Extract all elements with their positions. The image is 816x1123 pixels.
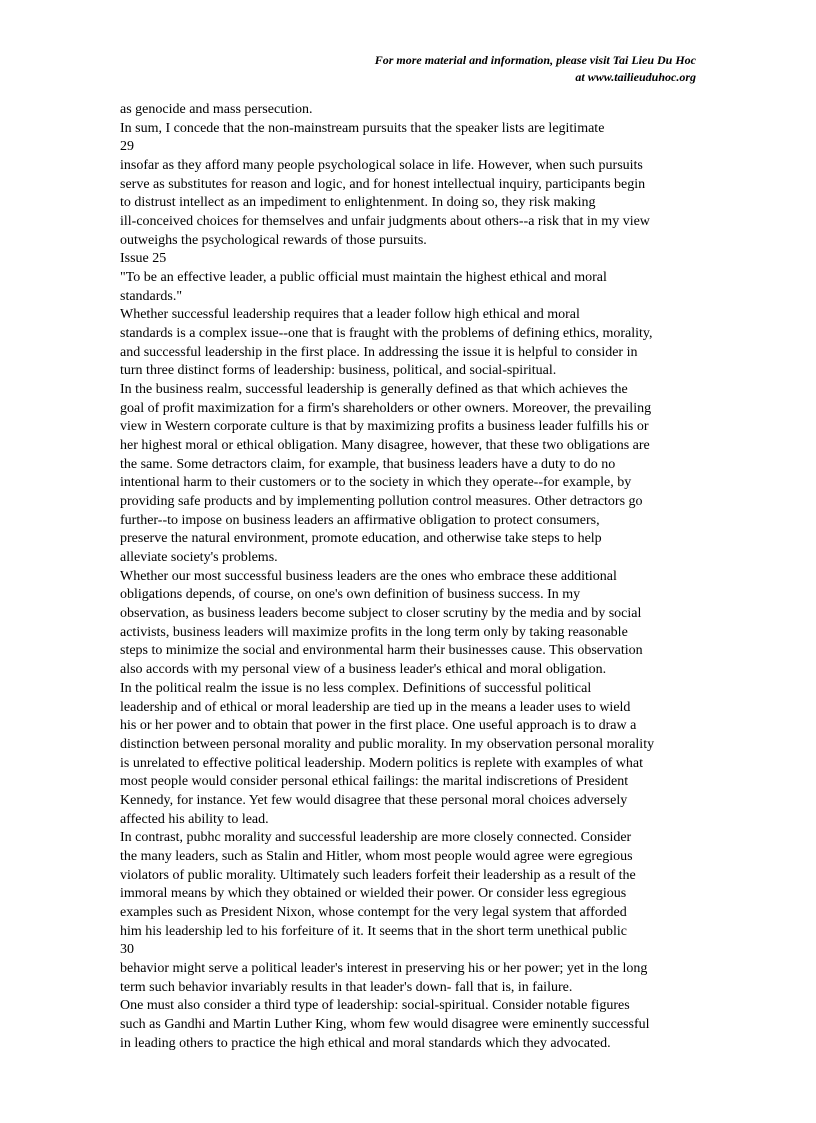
- text-line: turn three distinct forms of leadership: business, political, and social-spiritual.: [120, 363, 557, 379]
- text-line: affected his ability to lead.: [120, 811, 269, 827]
- text-line: ill-conceived choices for themselves and unfair judgments about others--a risk that in my view: [120, 214, 650, 230]
- text-line: to distrust intellect as an impediment to enlightenment. In doing so, they risk making: [120, 195, 596, 211]
- text-line: serve as substitutes for reason and logic, and for honest intellectual inquiry, participants begin: [120, 176, 646, 192]
- text-line: behavior might serve a political leader's interest in preserving his or her power; yet in the long: [120, 960, 648, 976]
- header-line-2: at www.tailieuduhoc.org: [575, 70, 696, 84]
- text-line: leadership and of ethical or moral leadership are tied up in the means a leader uses to wield: [120, 699, 631, 715]
- text-line: examples such as President Nixon, whose contempt for the very legal system that afforded: [120, 904, 627, 920]
- page-number-marker: 30: [120, 942, 134, 958]
- text-line: observation, as business leaders become subject to closer scrutiny by the media and by social: [120, 606, 642, 622]
- text-line: term such behavior invariably results in that leader's down- fall that is, in failure.: [120, 979, 573, 995]
- text-line: further--to impose on business leaders an affirmative obligation to protect consumers,: [120, 512, 600, 528]
- text-line: the same. Some detractors claim, for example, that business leaders have a duty to do no: [120, 456, 616, 472]
- text-line: him his leadership led to his forfeiture of it. It seems that in the short term unethical public: [120, 923, 627, 939]
- text-line: Whether successful leadership requires that a leader follow high ethical and moral: [120, 307, 580, 323]
- text-line: view in Western corporate culture is that by maximizing profits a business leader fulfills his or: [120, 419, 649, 435]
- page-number-marker: 29: [120, 139, 134, 155]
- text-line: outweighs the psychological rewards of those pursuits.: [120, 232, 427, 248]
- issue-heading: Issue 25: [120, 251, 167, 267]
- text-line: standards is a complex issue--one that is fraught with the problems of defining ethics, morality,: [120, 326, 653, 342]
- text-line: the many leaders, such as Stalin and Hitler, whom most people would agree were egregious: [120, 848, 633, 864]
- text-line: In contrast, pubhc morality and successful leadership are more closely connected. Consider: [120, 830, 632, 846]
- text-line: goal of profit maximization for a firm's shareholders or other owners. Moreover, the prevailing: [120, 400, 652, 416]
- text-line: One must also consider a third type of leadership: social-spiritual. Consider notable figures: [120, 998, 630, 1014]
- text-line: as genocide and mass persecution.: [120, 102, 313, 117]
- text-line: In the political realm the issue is no less complex. Definitions of successful political: [120, 680, 592, 696]
- text-line: alleviate society's problems.: [120, 550, 278, 566]
- issue-prompt: "To be an effective leader, a public official must maintain the highest ethical and moral: [120, 270, 607, 286]
- text-line: Whether our most successful business leaders are the ones who embrace these additional: [120, 568, 617, 584]
- text-line: violators of public morality. Ultimately such leaders forfeit their leadership as a result of the: [120, 867, 636, 883]
- text-line: his or her power and to obtain that power in the first place. One useful approach is to draw a: [120, 718, 637, 734]
- text-line: also accords with my personal view of a business leader's ethical and moral obligation.: [120, 662, 607, 678]
- text-line: obligations depends, of course, on one's own definition of business success. In my: [120, 587, 581, 603]
- text-line: In sum, I concede that the non-mainstream pursuits that the speaker lists are legitimate: [120, 120, 605, 136]
- text-line: In the business realm, successful leadership is generally defined as that which achieves the: [120, 382, 628, 398]
- text-line: activists, business leaders will maximize profits in the long term only by taking reasonable: [120, 624, 628, 640]
- text-line: preserve the natural environment, promote education, and otherwise take steps to help: [120, 531, 602, 547]
- document-body: [120, 101, 680, 1053]
- text-line: and successful leadership in the first place. In addressing the issue it is helpful to consider in: [120, 344, 638, 360]
- text-line: insofar as they afford many people psychological solace in life. However, when such pursuits: [120, 158, 643, 174]
- text-line: is unrelated to effective political leadership. Modern politics is replete with examples of what: [120, 755, 644, 771]
- text-line: intentional harm to their customers or to the society in which they operate--for example, by: [120, 475, 632, 491]
- text-line: steps to minimize the social and environmental harm their businesses cause. This observation: [120, 643, 643, 659]
- header-line-1: For more material and information, please visit Tai Lieu Du Hoc: [374, 53, 696, 67]
- text-line: providing safe products and by implementing pollution control measures. Other detractors go: [120, 494, 643, 510]
- text-line: her highest moral or ethical obligation. Many disagree, however, that these two obligations are: [120, 438, 650, 454]
- text-line: in leading others to practice the high ethical and moral standards which they advocated.: [120, 1035, 611, 1051]
- text-line: immoral means by which they obtained or wielded their power. Or consider less egregious: [120, 886, 627, 902]
- text-line: most people would consider personal ethical failings: the marital indiscretions of President: [120, 774, 629, 790]
- text-line: distinction between personal morality and public morality. In my observation personal morality: [120, 736, 655, 752]
- text-line: Kennedy, for instance. Yet few would disagree that these personal moral choices adversely: [120, 792, 628, 808]
- page-header: [375, 52, 696, 86]
- text-line: such as Gandhi and Martin Luther King, whom few would disagree were eminently successful: [120, 1016, 650, 1032]
- issue-prompt: standards.": [120, 288, 183, 304]
